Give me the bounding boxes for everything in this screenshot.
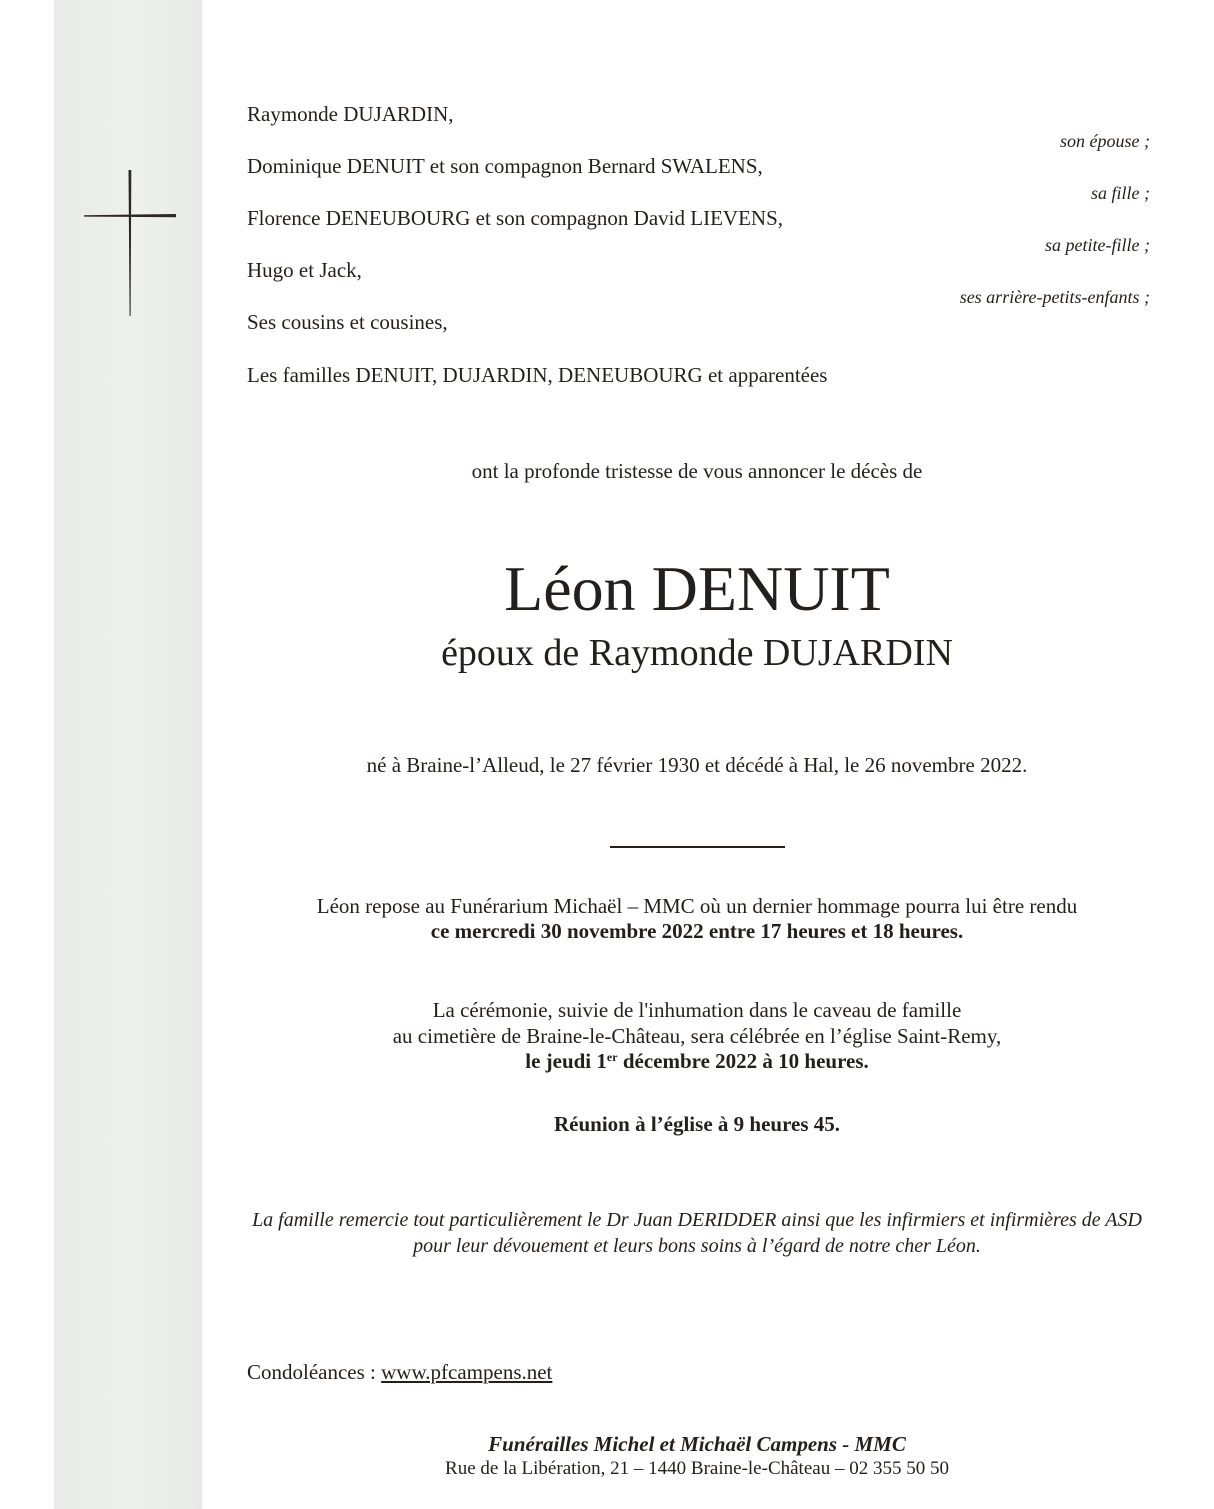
footer-address: Rue de la Libération, 21 – 1440 Braine-le-Château – 02 355 50 50 bbox=[445, 1458, 949, 1479]
family-name: Hugo et Jack, bbox=[247, 258, 362, 282]
divider bbox=[610, 846, 785, 848]
family-relation: ses arrière-petits-enfants ; bbox=[959, 287, 1150, 307]
family-name: Raymonde DUJARDIN, bbox=[247, 102, 454, 126]
condolences-link[interactable]: www.pfcampens.net bbox=[381, 1360, 553, 1384]
thanks-text: La famille remercie tout particulièrement le Dr Juan DERIDDER ainsi que les infirmiers et infirmières de ASD bbox=[252, 1209, 1142, 1231]
family-name: Florence DENEUBOURG et son compagnon David LIEVENS, bbox=[247, 206, 783, 230]
ceremony-text: au cimetière de Braine-le-Château, sera célébrée en l’église Saint-Remy, bbox=[392, 1024, 1002, 1048]
viewing-date: ce mercredi 30 novembre 2022 entre 17 heures et 18 heures. bbox=[430, 919, 964, 943]
footer-company: Funérailles Michel et Michaël Campens - MMC bbox=[488, 1432, 906, 1456]
meeting-text: Réunion à l’église à 9 heures 45. bbox=[553, 1112, 841, 1136]
family-relation: sa petite-fille ; bbox=[1045, 235, 1150, 255]
deceased-spouse: époux de Raymonde DUJARDIN bbox=[441, 632, 953, 674]
viewing-text: Léon repose au Funérarium Michaël – MMC où un dernier hommage pourra lui être rendu bbox=[316, 894, 1078, 918]
ceremony-date: le jeudi 1er décembre 2022 à 10 heures. bbox=[525, 1049, 869, 1073]
ceremony-text: La cérémonie, suivie de l'inhumation dans le caveau de famille bbox=[432, 998, 962, 1022]
cross-icon bbox=[82, 168, 178, 318]
condolences-label: Condoléances : bbox=[247, 1360, 382, 1384]
family-name: Ses cousins et cousines, bbox=[247, 310, 448, 334]
family-name: Les familles DENUIT, DUJARDIN, DENEUBOURG et apparentées bbox=[247, 363, 828, 387]
condolences bbox=[247, 1360, 552, 1384]
family-relation: sa fille ; bbox=[1091, 183, 1150, 203]
family-name: Dominique DENUIT et son compagnon Bernard SWALENS, bbox=[247, 154, 763, 178]
announcement-text: ont la profonde tristesse de vous annoncer le décès de bbox=[471, 459, 923, 483]
birth-death-text: né à Braine-l’Alleud, le 27 février 1930 et décédé à Hal, le 26 novembre 2022. bbox=[366, 753, 1028, 777]
thanks-text: pour leur dévouement et leurs bons soins à l’égard de notre cher Léon. bbox=[413, 1235, 981, 1257]
family-relation: son épouse ; bbox=[1060, 131, 1150, 151]
deceased-name: Léon DENUIT bbox=[504, 553, 890, 624]
